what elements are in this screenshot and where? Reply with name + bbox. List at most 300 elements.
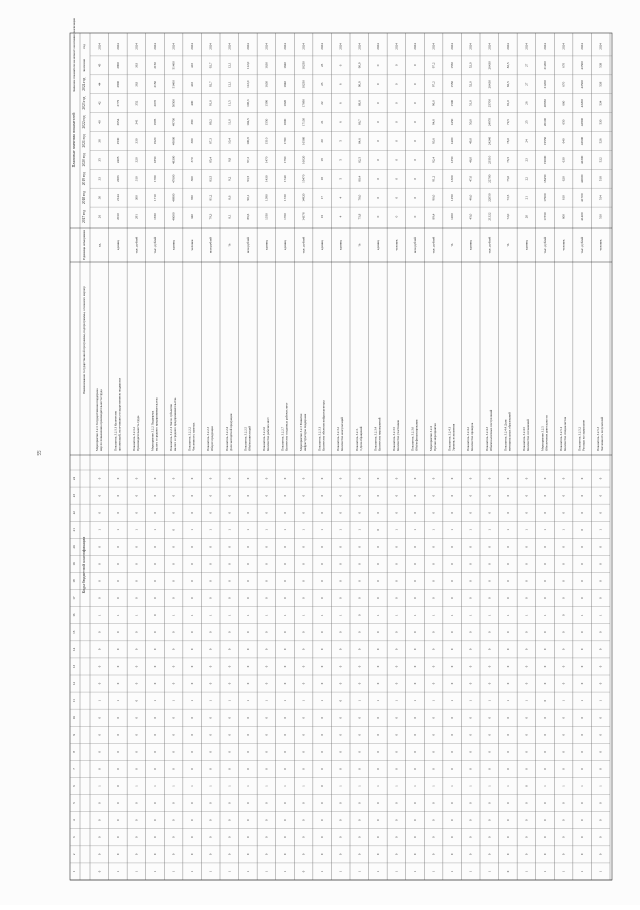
row-code-digit: 0 xyxy=(505,597,510,599)
row-code-digit: 0 xyxy=(245,631,250,634)
row-unit: единиц xyxy=(375,239,380,251)
row-value: 2779 xyxy=(115,99,120,107)
row-code-digit: 0 xyxy=(171,734,176,736)
row-code-digit: 0 xyxy=(171,563,176,565)
row-code-digit: 0 xyxy=(97,631,102,634)
row-code-digit: 1 xyxy=(227,699,232,702)
row-code-digit: 0 xyxy=(505,563,510,565)
row-name-cont: Количество проверок xyxy=(470,422,475,451)
row-code-digit: 0 xyxy=(115,768,120,770)
row-value: 96,0 xyxy=(431,100,436,107)
row-code-digit: 0 xyxy=(97,597,102,599)
row-code-digit: 1 xyxy=(134,614,139,616)
row-final-value: 112,0 xyxy=(245,61,250,69)
row-code-digit: 1 xyxy=(543,614,547,616)
row-code-digit: 1 xyxy=(543,870,547,873)
row-code-digit: 0 xyxy=(394,511,399,514)
row-code-digit: 0 xyxy=(227,836,232,839)
row-code-digit: 1 xyxy=(283,614,287,616)
row-code-digit: 0 xyxy=(468,682,473,685)
row-value: 22 xyxy=(320,101,325,105)
row-final-value: 538 xyxy=(598,62,603,68)
row-code-digit: 1 xyxy=(171,614,176,616)
row-value: 1740 xyxy=(283,175,287,183)
row-code-digit: 0 xyxy=(561,665,566,668)
row-code-digit: 0 xyxy=(245,819,250,821)
row-final-value: 6 xyxy=(338,64,343,67)
row-code-digit: 0 xyxy=(468,597,473,599)
column-number: 21 xyxy=(72,528,76,532)
column-number: 1 xyxy=(72,870,76,873)
row-value: 9,8 xyxy=(227,157,232,162)
row-code-digit: 0 xyxy=(431,853,436,856)
row-code-digit: 0 xyxy=(431,836,436,839)
row-code-digit: 1 xyxy=(413,614,417,616)
row-code-digit: 0 xyxy=(394,477,399,480)
row-code-digit: 0 xyxy=(468,631,473,634)
row-code-digit: 0 xyxy=(245,836,250,839)
row-code-digit: 1 xyxy=(245,699,250,702)
row-code-digit: 0 xyxy=(208,836,213,839)
row-code-digit: 1 xyxy=(580,870,585,873)
row-code-digit: 1 xyxy=(301,699,306,702)
row-code-digit: 0 xyxy=(171,768,176,770)
row-target-year: 2024 xyxy=(338,43,343,50)
row-value: 22 xyxy=(524,177,529,181)
row-name-cont: Количество консультаций xyxy=(340,417,345,451)
row-code-digit: 0 xyxy=(450,682,455,685)
row-value: 112,0 xyxy=(245,80,250,88)
row-final-value: 92,7 xyxy=(208,62,213,69)
row-name: Показатель 3.2.2.2 xyxy=(187,426,192,451)
row-code-digit: 0 xyxy=(375,802,380,804)
row-value: 1510 xyxy=(264,137,269,145)
row-value: 660 xyxy=(561,100,566,106)
row-code-digit: 0 xyxy=(134,734,139,736)
row-code-digit: 0 xyxy=(283,631,287,634)
row-name: Показатель 3.2.3.2 xyxy=(336,426,341,451)
row-code-digit: 0 xyxy=(375,716,380,719)
row-code-digit: 0 xyxy=(153,682,157,685)
row-target-year: 2024 xyxy=(580,43,585,50)
row-name: Показатель 3.2.4.3 xyxy=(484,426,489,451)
row-code-digit: 0 xyxy=(450,563,455,565)
row-value: 1760 xyxy=(283,156,287,164)
row-code-digit: 1 xyxy=(283,699,287,702)
row-code-digit: 0 xyxy=(580,580,585,582)
row-value: 1200 xyxy=(450,213,455,220)
row-code-digit: 0 xyxy=(338,631,343,634)
row-target-year: 2024 xyxy=(375,43,380,50)
row-value: 82,5 xyxy=(505,81,510,88)
row-code-digit: 0 xyxy=(115,734,120,736)
row-name: Показатель 3.2.2.7 xyxy=(280,426,285,451)
row-code-digit: 0 xyxy=(171,494,176,497)
row-code-digit: 0 xyxy=(264,597,269,599)
row-code-digit: 0 xyxy=(97,870,102,873)
row-code-digit: 0 xyxy=(357,511,362,514)
row-code-digit: 0 xyxy=(468,802,473,804)
row-code-digit: 0 xyxy=(431,580,436,582)
row-name-cont: Количество участников xyxy=(395,420,400,451)
row-target-year: 2024 xyxy=(208,43,213,50)
row-code-digit: 0 xyxy=(227,648,232,651)
row-code-digit: 1 xyxy=(283,870,287,873)
row-code-digit: 0 xyxy=(487,511,492,514)
row-value: 1430 xyxy=(264,175,269,183)
row-name: Показатель 3.2.2.5 xyxy=(243,426,248,451)
row-code-digit: 0 xyxy=(413,665,417,668)
row-code-digit: 1 xyxy=(450,614,455,616)
row-code-digit: 0 xyxy=(134,494,139,497)
row-code-digit: 0 xyxy=(394,751,399,753)
row-code-digit: 0 xyxy=(468,819,473,821)
row-code-digit: 0 xyxy=(115,494,120,497)
row-code-digit: 0 xyxy=(227,802,232,804)
row-code-digit: 0 xyxy=(301,802,306,804)
row-code-digit: 0 xyxy=(264,665,269,668)
row-code-digit: 0 xyxy=(283,802,287,804)
row-code-digit: 0 xyxy=(134,682,139,685)
row-code-digit: 0 xyxy=(505,768,510,770)
row-code-digit: 0 xyxy=(245,511,250,514)
row-value: 49,0 xyxy=(468,138,473,144)
row-value: 2144 xyxy=(115,194,120,201)
row-value: 390 xyxy=(190,119,195,125)
row-name: Мероприятие 3.2.3 Развитие xyxy=(299,413,304,451)
row-code-digit: 0 xyxy=(208,751,213,753)
row-code-digit: 0 xyxy=(153,511,157,514)
row-target-year: 2024 xyxy=(431,43,436,50)
row-code-digit: 0 xyxy=(320,802,325,804)
row-target-year: 2024 xyxy=(543,43,547,50)
row-name-cont: Расходы на содержание xyxy=(581,419,586,451)
row-code-digit: 0 xyxy=(580,511,585,514)
row-code-digit: 0 xyxy=(283,580,287,582)
row-value: 1720 xyxy=(283,194,287,201)
row-code-digit: 0 xyxy=(208,580,213,582)
row-code-digit: 0 xyxy=(97,802,102,804)
row-code-digit: 0 xyxy=(134,802,139,804)
row-code-digit: 0 xyxy=(245,716,250,719)
row-code-digit: 1 xyxy=(375,870,380,873)
row-code-digit: 0 xyxy=(561,836,566,839)
row-code-digit: 0 xyxy=(338,836,343,839)
row-code-digit: 0 xyxy=(208,665,213,668)
header-program-name: Наименование государственной программы, подпрограммы, основного меропр xyxy=(82,286,86,394)
year-header: 2018 год xyxy=(82,191,86,205)
column-number: 22 xyxy=(72,511,76,515)
row-code-digit: 0 xyxy=(338,597,343,599)
row-final-value: 0 xyxy=(394,64,399,67)
row-code-digit: 1 xyxy=(394,529,399,531)
row-code-digit: 0 xyxy=(134,819,139,821)
row-code-digit: 0 xyxy=(413,836,417,839)
row-code-digit: 1 xyxy=(320,529,325,531)
row-code-digit: 0 xyxy=(245,648,250,651)
row-code-digit: 0 xyxy=(115,631,120,634)
row-value: 75,8 xyxy=(357,213,362,220)
row-code-digit: 0 xyxy=(580,802,585,804)
row-value: 75,0 xyxy=(505,175,510,182)
row-code-digit: 0 xyxy=(413,768,417,770)
row-code-digit: 0 xyxy=(245,768,250,770)
row-code-digit: 1 xyxy=(190,785,195,787)
row-code-digit: 1 xyxy=(338,529,343,531)
row-code-digit: 0 xyxy=(543,734,547,736)
row-code-digit: 0 xyxy=(394,682,399,685)
row-code-digit: 0 xyxy=(375,597,380,599)
row-code-digit: 0 xyxy=(171,546,176,548)
row-value: 23 xyxy=(524,158,529,162)
row-code-digit: 0 xyxy=(357,648,362,651)
row-code-digit: 0 xyxy=(208,597,213,599)
row-code-digit: 1 xyxy=(468,614,473,616)
row-value: 18450 xyxy=(543,174,547,183)
row-value: 33 xyxy=(97,177,102,181)
row-value: 350 xyxy=(190,195,195,201)
row-code-digit: 0 xyxy=(543,699,547,702)
row-value: 0 xyxy=(413,140,417,142)
row-value: 26430 xyxy=(487,80,492,89)
row-code-digit: 0 xyxy=(171,529,176,531)
row-code-digit: 0 xyxy=(320,716,325,719)
row-code-digit: 1 xyxy=(97,614,102,616)
row-code-digit: 0 xyxy=(97,546,102,548)
row-code-digit: 1 xyxy=(524,699,529,702)
row-value: 25 xyxy=(524,120,529,124)
row-name-cont: Прочие мероприятия xyxy=(433,423,438,451)
row-code-digit: 0 xyxy=(524,716,529,719)
row-code-digit: 0 xyxy=(245,597,250,599)
row-final-value: 97,2 xyxy=(431,62,436,69)
row-code-digit: 1 xyxy=(580,699,585,702)
row-value: 16 xyxy=(320,214,325,219)
row-code-digit: 0 xyxy=(264,648,269,651)
row-code-digit: 0 xyxy=(153,614,157,616)
row-code-digit: 0 xyxy=(97,836,102,839)
row-code-digit: 0 xyxy=(394,580,399,582)
row-code-digit: 0 xyxy=(134,751,139,753)
row-code-digit: 0 xyxy=(338,494,343,497)
row-code-digit: 0 xyxy=(450,802,455,804)
row-name: Показатель 3.2.2.4 xyxy=(224,426,229,451)
row-code-digit: 0 xyxy=(394,546,399,548)
row-code-digit: 0 xyxy=(97,853,102,856)
row-value: 360 xyxy=(190,176,195,182)
row-code-digit: 1 xyxy=(338,870,343,873)
row-code-digit: 0 xyxy=(543,597,547,599)
row-code-digit: 0 xyxy=(543,751,547,753)
row-code-digit: 0 xyxy=(301,836,306,839)
row-code-digit: 0 xyxy=(450,665,455,668)
row-code-digit: 0 xyxy=(505,802,510,804)
row-code-digit: 0 xyxy=(301,751,306,753)
row-code-digit: 1 xyxy=(357,699,362,702)
row-code-digit: 0 xyxy=(301,734,306,736)
row-code-digit: 0 xyxy=(338,580,343,582)
row-code-digit: 1 xyxy=(320,614,325,616)
row-value: 26 xyxy=(524,101,529,105)
row-code-digit: 0 xyxy=(580,853,585,856)
row-final-value: 410 xyxy=(190,62,195,68)
row-code-digit: 0 xyxy=(487,819,492,821)
row-name-cont: Доля экспортной продукции xyxy=(228,413,233,451)
row-code-digit: 1 xyxy=(487,870,492,873)
row-value: 526 xyxy=(598,138,603,144)
row-code-digit: 1 xyxy=(468,699,473,702)
row-code-digit: 0 xyxy=(394,836,399,839)
row-code-digit: 0 xyxy=(301,597,306,599)
row-value: 21200 xyxy=(543,80,547,89)
row-code-digit: 1 xyxy=(97,785,102,787)
row-code-digit: 0 xyxy=(134,631,139,634)
row-code-digit: 0 xyxy=(153,546,157,548)
row-value: 48,0 xyxy=(468,156,473,163)
row-value: 24970 xyxy=(487,117,492,127)
row-code-digit: 0 xyxy=(413,648,417,651)
row-code-digit: 0 xyxy=(375,751,380,753)
row-value: 25700 xyxy=(487,99,492,108)
row-code-digit: 0 xyxy=(543,768,547,770)
row-code-digit: 1 xyxy=(487,785,492,787)
row-code-digit: 0 xyxy=(171,819,176,821)
row-name: Мероприятие 3.2.4 xyxy=(429,426,434,451)
row-value: 1650 xyxy=(153,213,157,220)
row-value: 370 xyxy=(190,157,195,163)
row-code-digit: 0 xyxy=(357,768,362,770)
row-code-digit: 0 xyxy=(505,870,510,873)
row-value: 82,5 xyxy=(357,156,362,163)
row-code-digit: 0 xyxy=(505,580,510,582)
row-code-digit: 1 xyxy=(208,529,213,531)
row-code-digit: 0 xyxy=(171,477,176,480)
row-final-value: 1550 xyxy=(450,62,455,69)
row-code-digit: 0 xyxy=(264,494,269,497)
row-code-digit: 0 xyxy=(357,477,362,480)
row-code-digit: 0 xyxy=(283,682,287,685)
row-unit: тыс. рублей xyxy=(543,236,547,254)
row-value: 20 xyxy=(320,139,325,143)
row-code-digit: 0 xyxy=(171,580,176,582)
header-budget-codes: Коды бюджетной классификации xyxy=(81,536,86,594)
row-name: Показатель 3.2.2.6 xyxy=(261,426,266,451)
row-code-digit: 1 xyxy=(598,529,603,531)
row-code-digit: 1 xyxy=(431,529,436,531)
row-value: 17350 xyxy=(543,212,547,221)
row-code-digit: 0 xyxy=(208,648,213,651)
row-code-digit: 0 xyxy=(115,836,120,839)
row-code-digit: 0 xyxy=(357,853,362,856)
row-code-digit: 0 xyxy=(357,494,362,497)
row-code-digit: 1 xyxy=(227,785,232,787)
row-value: 42300 xyxy=(580,155,585,164)
row-code-digit: 0 xyxy=(134,546,139,548)
row-value: 400 xyxy=(190,100,195,106)
row-value: 84,6 xyxy=(357,138,362,144)
row-code-digit: 0 xyxy=(543,563,547,565)
row-code-digit: 0 xyxy=(524,819,529,821)
row-name: Мероприятие 3.2.2 Поддержка xyxy=(150,410,155,451)
row-value: 92,4 xyxy=(431,156,436,163)
row-name-cont: Обеспечение деятельности xyxy=(544,415,549,451)
row-code-digit: 0 xyxy=(134,580,139,582)
row-value: 86,7 xyxy=(357,119,362,125)
row-code-digit: 1 xyxy=(487,699,492,702)
row-value: 40 xyxy=(97,120,102,124)
row-code-digit: 0 xyxy=(171,665,176,668)
row-code-digit: 1 xyxy=(227,529,232,531)
row-unit: единиц xyxy=(171,239,176,251)
year-header: 2021 год xyxy=(82,134,86,148)
row-code-digit: 0 xyxy=(97,511,102,514)
row-code-digit: 0 xyxy=(543,631,547,634)
row-code-digit: 0 xyxy=(450,648,455,651)
column-number: 20 xyxy=(72,545,76,549)
row-code-digit: 0 xyxy=(264,511,269,514)
row-code-digit: 1 xyxy=(394,699,399,702)
row-final-value: 23 xyxy=(320,63,325,67)
row-code-digit: 0 xyxy=(97,734,102,736)
row-code-digit: 0 xyxy=(338,716,343,719)
row-value: 46,0 xyxy=(468,194,473,201)
row-value: 73,5 xyxy=(505,194,510,201)
row-code-digit: 1 xyxy=(190,529,195,531)
row-code-digit: 0 xyxy=(190,716,195,719)
row-value: 76,5 xyxy=(505,156,510,163)
row-name: Показатель 3.2.2.1 Число субъектов xyxy=(169,404,174,451)
row-code-digit: 0 xyxy=(413,751,417,753)
row-code-digit: 1 xyxy=(543,529,547,531)
row-code-digit: 0 xyxy=(264,563,269,565)
row-code-digit: 0 xyxy=(561,853,566,856)
row-code-digit: 1 xyxy=(190,614,195,616)
row-code-digit: 0 xyxy=(505,734,510,736)
row-unit: единиц xyxy=(338,239,343,251)
row-unit: тыс. рублей xyxy=(301,236,306,254)
row-code-digit: 0 xyxy=(190,836,195,839)
row-unit: тыс. рублей xyxy=(153,236,157,254)
row-code-digit: 0 xyxy=(190,580,195,582)
row-value: 90,9 xyxy=(357,81,362,88)
row-unit: % xyxy=(357,243,362,247)
row-code-digit: 1 xyxy=(208,614,213,616)
row-code-digit: 0 xyxy=(190,511,195,514)
row-code-digit: 0 xyxy=(413,734,417,736)
row-name: Показатель 3.2.5.3 xyxy=(596,426,601,451)
row-value: 1920 xyxy=(153,137,157,145)
row-code-digit: 0 xyxy=(524,580,529,582)
row-code-digit: 0 xyxy=(505,631,510,634)
row-name: Показатель 3.2.5.2 xyxy=(577,426,582,451)
row-code-digit: 0 xyxy=(375,734,380,736)
row-code-digit: 0 xyxy=(468,580,473,582)
row-value: 78,0 xyxy=(505,138,510,144)
row-code-digit: 0 xyxy=(264,853,269,856)
row-value: 26 xyxy=(97,214,102,219)
row-code-digit: 0 xyxy=(190,477,195,480)
row-code-digit: 0 xyxy=(97,751,102,753)
row-code-digit: 0 xyxy=(431,802,436,804)
row-value: 47600 xyxy=(171,174,176,183)
row-code-digit: 0 xyxy=(320,682,325,685)
column-number: 3 xyxy=(72,836,76,839)
row-code-digit: 0 xyxy=(394,631,399,634)
row-code-digit: 0 xyxy=(561,546,566,548)
row-code-digit: 0 xyxy=(375,836,380,839)
row-code-digit: 0 xyxy=(394,563,399,565)
row-value: 0 xyxy=(394,102,399,104)
